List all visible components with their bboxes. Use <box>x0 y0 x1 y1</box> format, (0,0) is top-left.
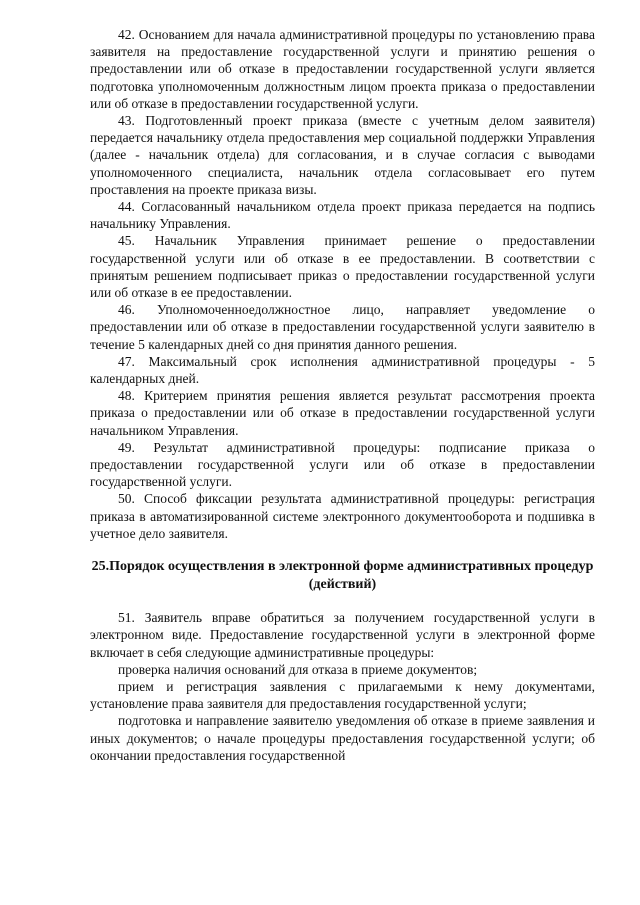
paragraph-48: 48. Критерием принятия решения является результат рассмотрения проекта приказа о предоставлении или об отказе в предоставлении государственной услуги начальником Управления. <box>90 388 595 438</box>
list-item: прием и регистрация заявления с прилагаемыми к нему документами, установление права заявителя для предоставления государственной услуги; <box>90 678 595 712</box>
paragraph-42: 42. Основанием для начала административной процедуры по установлению права заявителя на предоставление государственной услуги и принятию решения о предоставлении или об отказе в предоставлении государственной услуги является подготовка уполномоченным должностным лицом проекта приказа о предоставлении или об отказе в предоставлении государственной услуги. <box>90 27 595 111</box>
spacer <box>90 593 595 609</box>
list-item: проверка наличия оснований для отказа в приеме документов; <box>118 661 478 677</box>
paragraph-51: 51. Заявитель вправе обратиться за получением государственной услуги в электронном виде. Предоставление государственной услуги в электронной форме включает в себя следующие административные процедуры: <box>90 610 595 660</box>
section-heading: 25.Порядок осуществления в электронной форме административных процедур (действий) <box>91 559 594 592</box>
paragraph-45: 45. Начальник Управления принимает решение о предоставлении государственной услуги или об отказе в ее предоставлении. В соответствии с принятым решением подписывает приказ о предоставлении государственной услуги или об отказе в ее предоставлении. <box>90 233 595 301</box>
paragraph-49: 49. Результат административной процедуры: подписание приказа о предоставлении государственной услуги или об отказе в предоставлении государственной услуги. <box>90 439 595 490</box>
paragraph-50: 50. Способ фиксации результата административной процедуры: регистрация приказа в автоматизированной системе электронного документооборота и подшивка в учетное дело заявителя. <box>90 491 595 541</box>
paragraph-47: 47. Максимальный срок исполнения административной процедуры - 5 календарных дней. <box>90 353 595 387</box>
document-page <box>90 26 595 764</box>
list-item: подготовка и направление заявителю уведомления об отказе в приеме заявления и иных документов; о начале процедуры предоставления государственной услуги; об окончании предоставления государственной <box>90 713 595 763</box>
paragraph-44: 44. Согласованный начальником отдела проект приказа передается на подпись начальнику Управления. <box>90 199 595 232</box>
paragraph-46: 46. Уполномоченноедолжностное лицо, направляет уведомление о предоставлении или об отказе в предоставлении государственной услуги заявителю в течение 5 календарных дней со дня принятия данного решения. <box>90 302 595 352</box>
paragraph-43: 43. Подготовленный проект приказа (вместе с учетным делом заявителя) передается начальнику отдела предоставления мер социальной поддержки Управления (далее - начальник отдела) для согласования, и в случае согласия с выводами уполномоченного специалиста, начальник отдела согласовывает его путем проставления на проекте приказа визы. <box>90 113 595 197</box>
